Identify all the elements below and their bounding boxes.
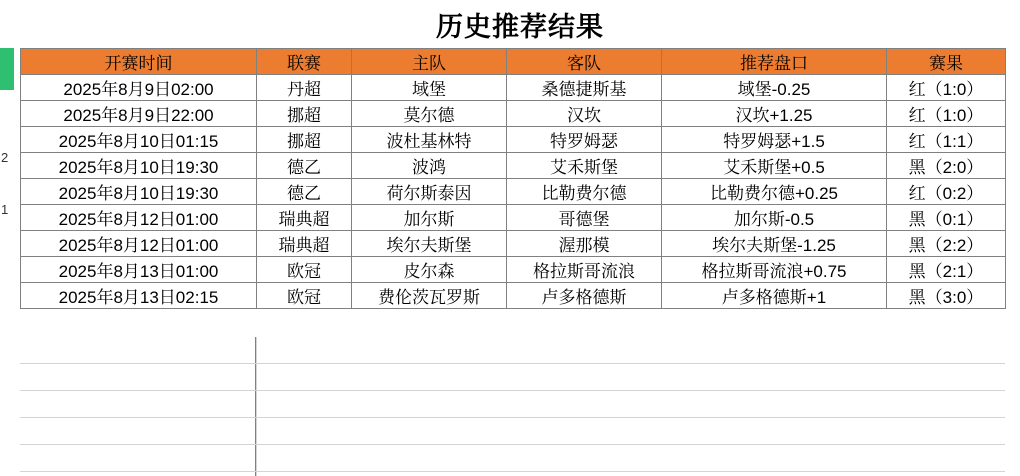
cell-time[interactable]: 2025年8月13日01:00 [21, 257, 257, 283]
selection-accent-bar [0, 48, 14, 90]
cell-recommended-line[interactable]: 比勒费尔德+0.25 [662, 179, 887, 205]
cell-recommended-line[interactable]: 特罗姆瑟+1.5 [662, 127, 887, 153]
cell-league[interactable]: 挪超 [257, 101, 352, 127]
column-header-time[interactable]: 开赛时间 [21, 49, 257, 75]
cell-away-team[interactable]: 比勒费尔德 [507, 179, 662, 205]
cell-league[interactable]: 挪超 [257, 127, 352, 153]
cell-recommended-line[interactable]: 埃尔夫斯堡-1.25 [662, 231, 887, 257]
cell-league[interactable]: 欧冠 [257, 283, 352, 309]
cell-league[interactable]: 欧冠 [257, 257, 352, 283]
cell-home-team[interactable]: 加尔斯 [352, 205, 507, 231]
table-header-row [21, 49, 1006, 75]
cell-time[interactable]: 2025年8月10日01:15 [21, 127, 257, 153]
cell-time[interactable]: 2025年8月10日19:30 [21, 179, 257, 205]
cell-home-team[interactable]: 域堡 [352, 75, 507, 101]
cell-recommended-line[interactable]: 艾禾斯堡+0.5 [662, 153, 887, 179]
table-row[interactable] [21, 75, 1006, 101]
column-header-league[interactable]: 联赛 [257, 49, 352, 75]
cell-league[interactable]: 瑞典超 [257, 205, 352, 231]
row-header-gutter [0, 0, 20, 476]
cell-result[interactable]: 黑（2:2） [887, 231, 1006, 257]
cell-result[interactable]: 红（1:1） [887, 127, 1006, 153]
cell-result[interactable]: 红（1:0） [887, 75, 1006, 101]
cell-result[interactable]: 黑（2:1） [887, 257, 1006, 283]
table-header [21, 49, 1006, 75]
cell-time[interactable]: 2025年8月12日01:00 [21, 205, 257, 231]
cell-away-team[interactable]: 桑德捷斯基 [507, 75, 662, 101]
cell-away-team[interactable]: 哥德堡 [507, 205, 662, 231]
empty-row[interactable] [20, 418, 1005, 445]
cell-away-team[interactable]: 艾禾斯堡 [507, 153, 662, 179]
cell-league[interactable]: 德乙 [257, 153, 352, 179]
history-results-table [20, 48, 1006, 309]
row-marker-1: 1 [1, 202, 9, 217]
column-header-recommended-line[interactable]: 推荐盘口 [662, 49, 887, 75]
cell-league[interactable]: 瑞典超 [257, 231, 352, 257]
column-header-home-team[interactable]: 主队 [352, 49, 507, 75]
page-title-text: 历史推荐结果 [436, 11, 604, 42]
empty-row[interactable] [20, 445, 1005, 472]
empty-row[interactable] [20, 364, 1005, 391]
column-header-away-team[interactable]: 客队 [507, 49, 662, 75]
cell-league[interactable]: 丹超 [257, 75, 352, 101]
table-row[interactable] [21, 101, 1006, 127]
table-row[interactable] [21, 179, 1006, 205]
table-row[interactable] [21, 257, 1006, 283]
cell-home-team[interactable]: 莫尔德 [352, 101, 507, 127]
table-row[interactable] [21, 205, 1006, 231]
empty-grid-line [256, 337, 257, 476]
cell-home-team[interactable]: 波鸿 [352, 153, 507, 179]
cell-league[interactable]: 德乙 [257, 179, 352, 205]
cell-home-team[interactable]: 埃尔夫斯堡 [352, 231, 507, 257]
empty-row[interactable] [20, 391, 1005, 418]
table-body [21, 75, 1006, 309]
cell-result[interactable]: 黑（0:1） [887, 205, 1006, 231]
cell-recommended-line[interactable]: 卢多格德斯+1 [662, 283, 887, 309]
cell-result[interactable]: 黑（3:0） [887, 283, 1006, 309]
cell-time[interactable]: 2025年8月9日02:00 [21, 75, 257, 101]
cell-home-team[interactable]: 费伦茨瓦罗斯 [352, 283, 507, 309]
table-row[interactable] [21, 231, 1006, 257]
cell-time[interactable]: 2025年8月10日19:30 [21, 153, 257, 179]
row-marker-2: 2 [1, 150, 9, 165]
cell-time[interactable]: 2025年8月12日01:00 [21, 231, 257, 257]
cell-result[interactable]: 红（0:2） [887, 179, 1006, 205]
cell-result[interactable]: 黑（2:0） [887, 153, 1006, 179]
cell-home-team[interactable]: 荷尔斯泰因 [352, 179, 507, 205]
column-header-result[interactable]: 赛果 [887, 49, 1006, 75]
cell-time[interactable]: 2025年8月9日22:00 [21, 101, 257, 127]
cell-recommended-line[interactable]: 域堡-0.25 [662, 75, 887, 101]
table-row[interactable] [21, 153, 1006, 179]
page-title [20, 0, 1020, 48]
cell-recommended-line[interactable]: 加尔斯-0.5 [662, 205, 887, 231]
cell-recommended-line[interactable]: 汉坎+1.25 [662, 101, 887, 127]
table-row[interactable] [21, 283, 1006, 309]
cell-home-team[interactable]: 皮尔森 [352, 257, 507, 283]
cell-time[interactable]: 2025年8月13日02:15 [21, 283, 257, 309]
cell-recommended-line[interactable]: 格拉斯哥流浪+0.75 [662, 257, 887, 283]
empty-row[interactable] [20, 337, 1005, 364]
cell-away-team[interactable]: 格拉斯哥流浪 [507, 257, 662, 283]
cell-away-team[interactable]: 渥那模 [507, 231, 662, 257]
cell-away-team[interactable]: 卢多格德斯 [507, 283, 662, 309]
cell-home-team[interactable]: 波杜基林特 [352, 127, 507, 153]
empty-rows-area [20, 337, 1005, 476]
cell-result[interactable]: 红（1:0） [887, 101, 1006, 127]
cell-away-team[interactable]: 汉坎 [507, 101, 662, 127]
table-row[interactable] [21, 127, 1006, 153]
cell-away-team[interactable]: 特罗姆瑟 [507, 127, 662, 153]
